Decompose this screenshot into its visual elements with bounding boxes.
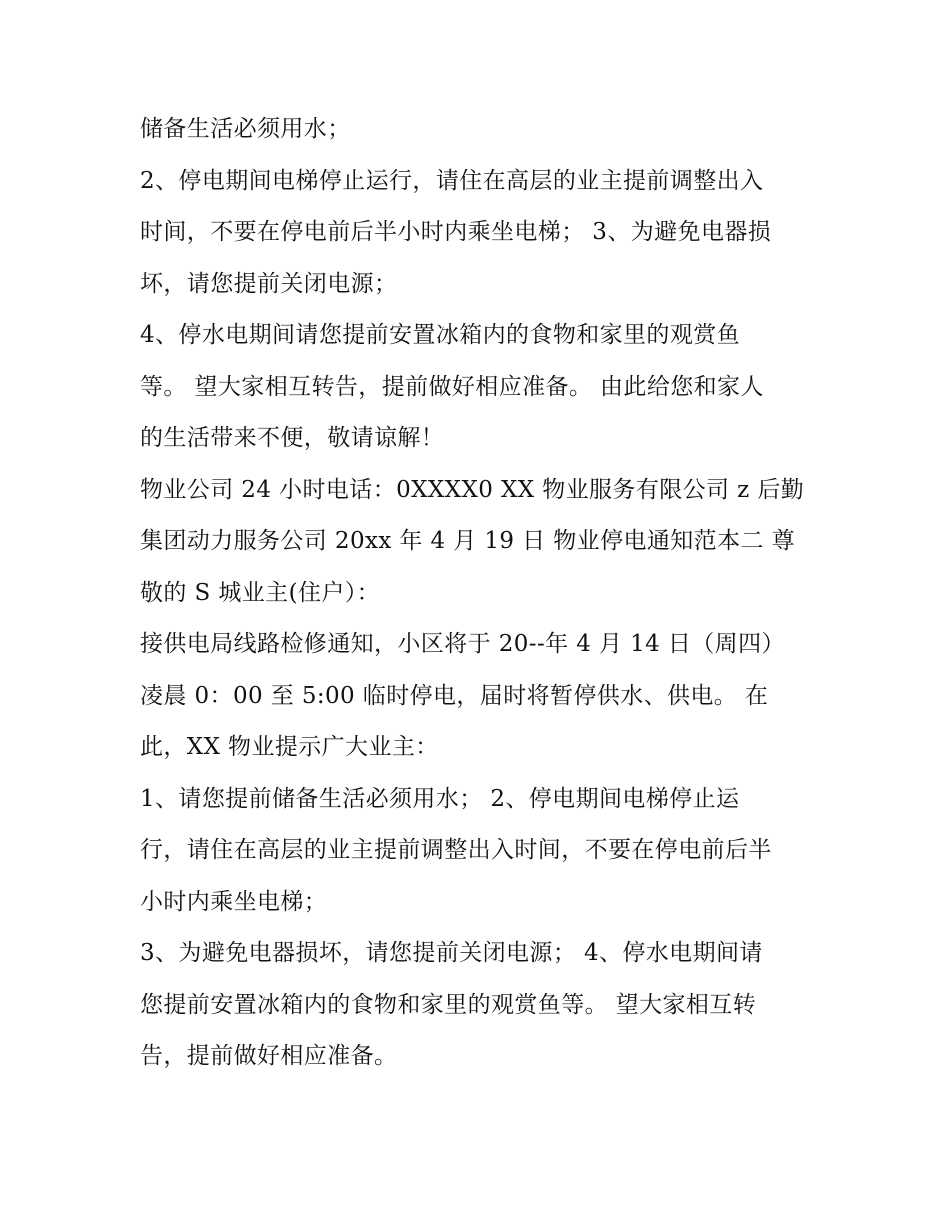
text-line: 等。 望大家相互转告，提前做好相应准备。 由此给您和家人 <box>140 373 764 400</box>
text-line: 告，提前做好相应准备。 <box>140 1043 398 1069</box>
text-line: 3、为避免电器损坏，请您提前关闭电源； 4、停水电期间请 <box>140 940 763 966</box>
text-line: 储备生活必须用水； <box>140 116 351 142</box>
notice-body <box>140 104 830 1083</box>
text-line: 您提前安置冰箱内的食物和家里的观赏鱼等。 望大家相互转 <box>140 991 757 1018</box>
text-line: 此，XX 物业提示广大业主： <box>140 734 439 760</box>
text-line: 物业公司 24 小时电话：0XXXX0 XX 物业服务有限公司 z 后勤 <box>140 476 805 503</box>
text-line: 小时内乘坐电梯； <box>140 888 328 915</box>
text-line: 凌晨 0：00 至 5:00 临时停电，届时将暂停供水、供电。 在 <box>140 682 769 709</box>
text-line: 2、停电期间电梯停止运行，请住在高层的业主提前调整出入 <box>140 167 764 194</box>
text-line: 行，请住在高层的业主提前调整出入时间，不要在停电前后半 <box>140 837 772 863</box>
text-line: 接供电局线路检修通知，小区将于 20--年 4 月 14 日（周四） <box>140 631 785 657</box>
text-line: 敬的 S 城业主(住户）： <box>140 579 381 606</box>
text-line: 1、请您提前储备生活必须用水； 2、停电期间电梯停止运 <box>140 785 740 812</box>
text-line: 时间，不要在停电前后半小时内乘坐电梯； 3、为避免电器损 <box>140 219 772 245</box>
text-line: 坏，请您提前关闭电源； <box>140 270 398 297</box>
text-line: 的生活带来不便，敬请谅解！ <box>140 425 445 451</box>
text-line: 集团动力服务公司 20xx 年 4 月 19 日 物业停电通知范本二 尊 <box>140 528 795 554</box>
text-line: 4、停水电期间请您提前安置冰箱内的食物和家里的观赏鱼 <box>140 322 741 348</box>
